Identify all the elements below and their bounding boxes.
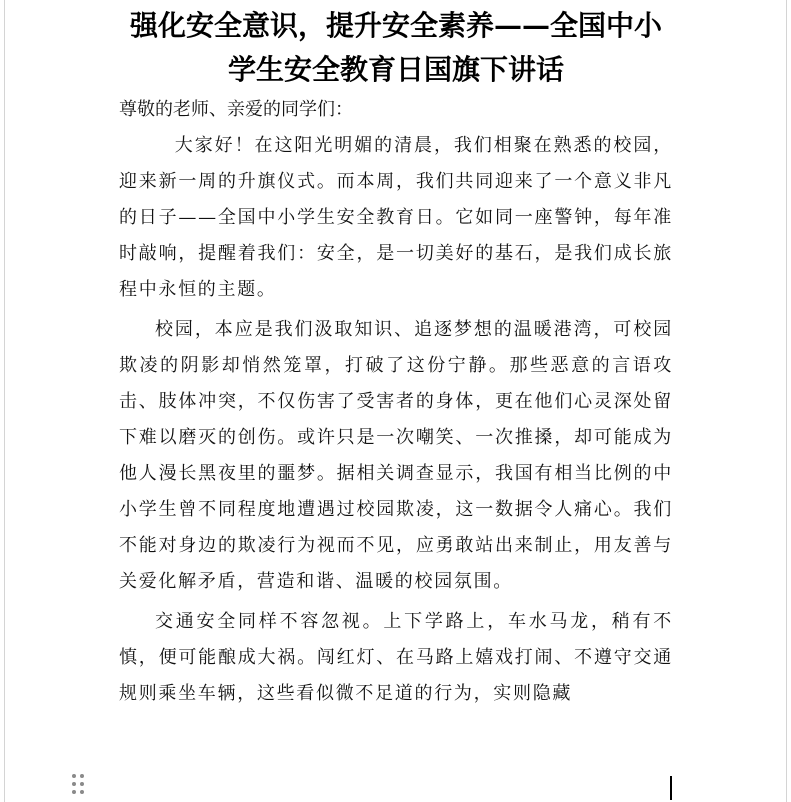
paragraph-greeting: 大家好！在这阳光明媚的清晨，我们相聚在熟悉的校园，迎来新一周的升旗仪式。而本周，我们共同迎来了一个意义非凡的日子——全国中小学生安全教育日。它如同一座警钟，每年准时敲响，提醒着我们：安全，是一切美好的基石，是我们成长旅程中永恒的主题。 (119, 135, 673, 300)
salutation: 尊敬的老师、亲爱的同学们： (119, 99, 353, 120)
page-right-border (786, 0, 787, 802)
drag-dot (72, 774, 76, 778)
document-title: 强化安全意识，提升安全素养——全国中小学生安全教育日国旗下讲话 (129, 9, 662, 86)
text-caret (670, 776, 672, 800)
document-body[interactable] (119, 0, 673, 716)
drag-dot (72, 782, 76, 786)
drag-dot (80, 782, 84, 786)
drag-dot (80, 790, 84, 794)
paragraph-traffic: 交通安全同样不容忽视。上下学路上，车水马龙，稍有不慎，便可能酿成大祸。闯红灯、在马路上嬉戏打闹、不遵守交通规则乘坐车辆，这些看似微不足道的行为，实则隐藏 (119, 611, 673, 704)
drag-handle-icon[interactable] (72, 774, 84, 794)
drag-dot (80, 774, 84, 778)
drag-dot (72, 790, 76, 794)
paragraph-bullying: 校园，本应是我们汲取知识、追逐梦想的温暖港湾，可校园欺凌的阴影却悄然笼罩，打破了这份宁静。那些恶意的言语攻击、肢体冲突，不仅伤害了受害者的身体，更在他们心灵深处留下难以磨灭的创伤。或许只是一次嘲笑、一次推搡，却可能成为他人漫长黑夜里的噩梦。据相关调查显示，我国有相当比例的中小学生曾不同程度地遭遇过校园欺凌，这一数据令人痛心。我们不能对身边的欺凌行为视而不见，应勇敢站出来制止，用友善与关爱化解矛盾，营造和谐、温暖的校园氛围。 (119, 319, 673, 592)
page-left-border (4, 0, 5, 802)
